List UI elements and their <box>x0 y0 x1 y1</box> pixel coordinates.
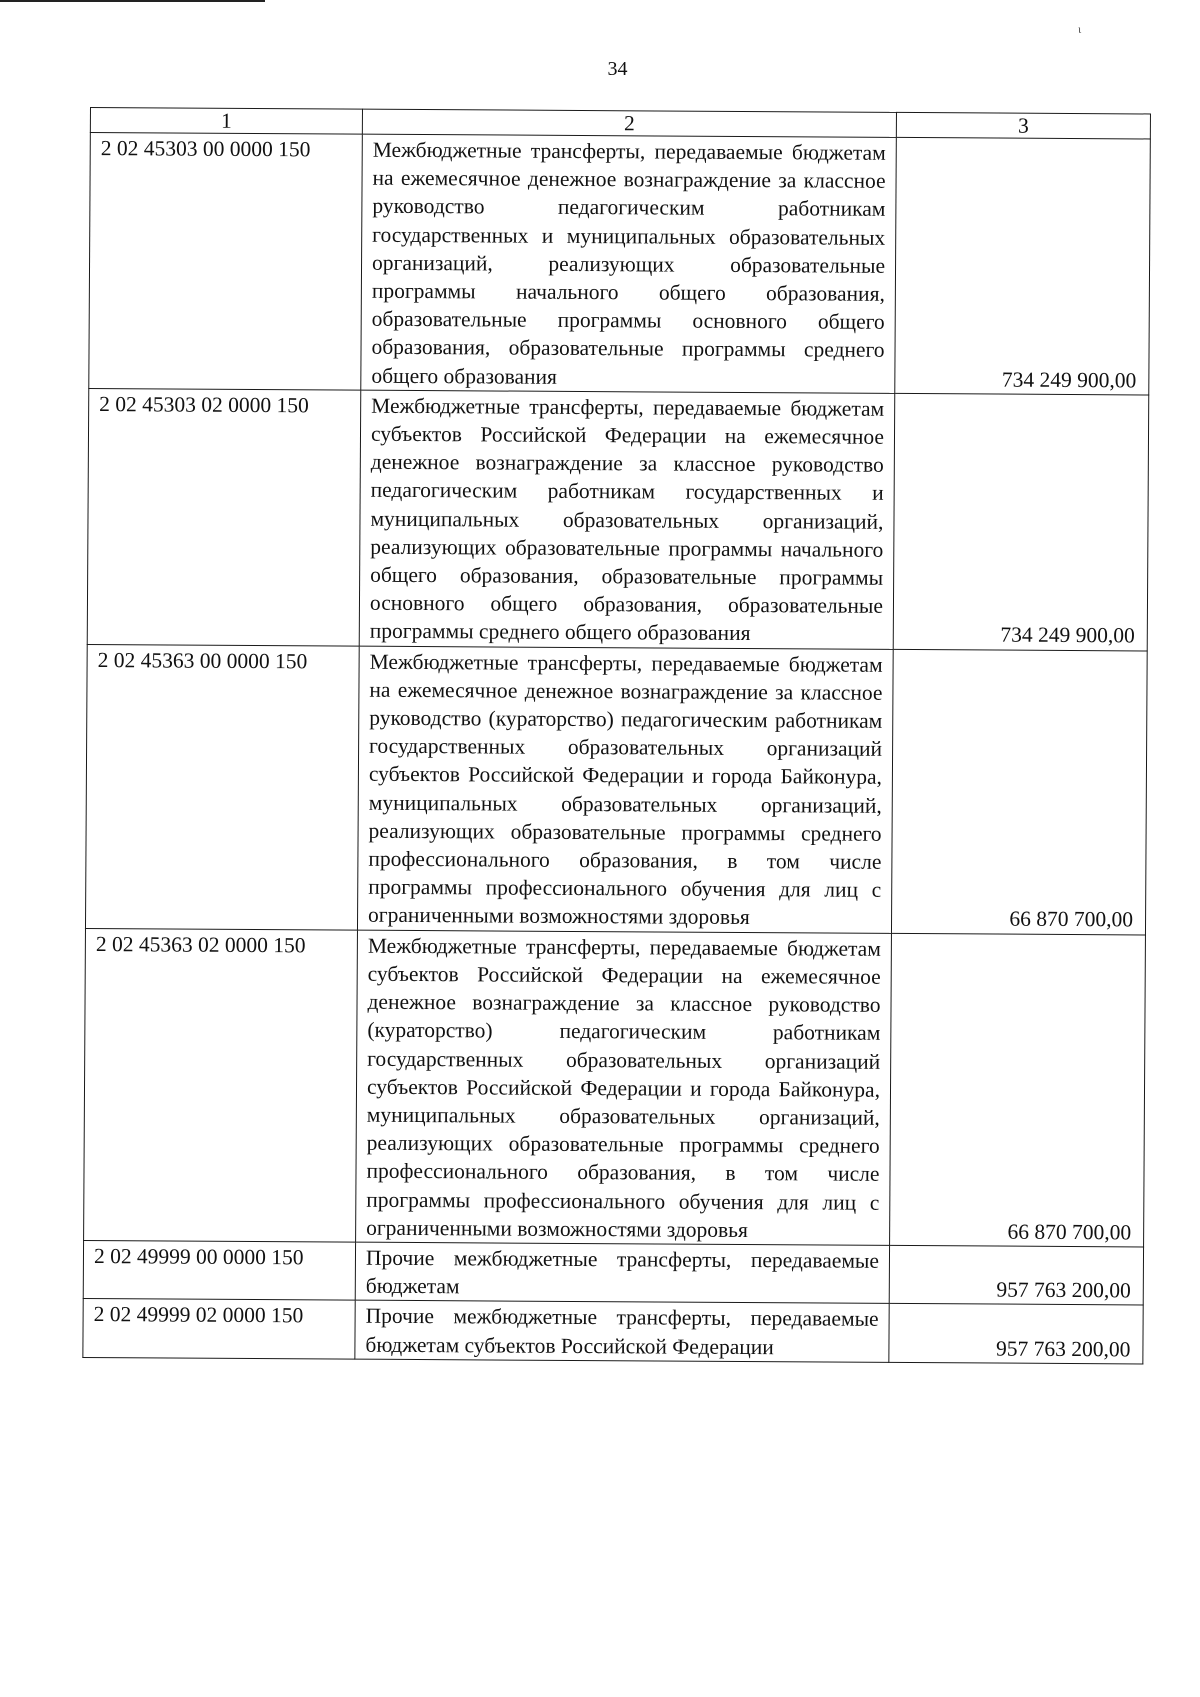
table-row <box>87 388 1149 650</box>
row-amount: 957 763 200,00 <box>889 1245 1143 1305</box>
table-row <box>83 1299 1143 1364</box>
row-description: Прочие межбюджетные трансферты, передаваемые бюджетам субъектов Российской Федерации <box>355 1300 889 1362</box>
revenue-table <box>82 107 1151 1364</box>
row-amount: 734 249 900,00 <box>893 393 1149 650</box>
row-description: Межбюджетные трансферты, передаваемые бюджетам субъектов Российской Федерации на ежемесячное денежное вознаграждение за классное руководство (кураторство) педагогическим работникам государственных образовательных организаций субъектов Российской Федерации и города Байконура, муниципальных образовательных организаций, реализующих образовательные программы среднего профессионального образования, в том числе программы профессионального обучения для лиц с ограниченными возможностями здоровья <box>356 930 892 1245</box>
row-code: 2 02 45303 02 0000 150 <box>87 388 361 645</box>
row-amount: 66 870 700,00 <box>890 933 1146 1247</box>
table-row <box>84 928 1146 1247</box>
header-cell-amount: 3 <box>896 112 1150 139</box>
row-amount: 66 870 700,00 <box>891 649 1147 935</box>
row-description: Межбюджетные трансферты, передаваемые бюджетам субъектов Российской Федерации на ежемесячное денежное вознаграждение за классное руководство педагогическим работникам государственных и муниципальных образовательных организаций, реализующих образовательные программы начального общего образования, образовательные программы основного общего образования, образовательные программы среднего общего образования <box>359 390 895 649</box>
row-code: 2 02 45363 02 0000 150 <box>84 928 358 1242</box>
row-code: 2 02 45303 00 0000 150 <box>89 133 363 390</box>
page-number: 34 <box>607 58 628 80</box>
row-description: Прочие межбюджетные трансферты, передаваемые бюджетам <box>355 1242 889 1304</box>
table-row <box>85 644 1147 935</box>
row-description: Межбюджетные трансферты, передаваемые бюджетам на ежемесячное денежное вознаграждение за классное руководство педагогическим работникам государственных и муниципальных образовательных организаций, реализующих образовательные программы начального общего образования, образовательные программы основного общего образования, образовательные программы среднего общего образования <box>361 134 897 393</box>
row-amount: 734 249 900,00 <box>895 137 1151 394</box>
table-row <box>89 133 1151 395</box>
table-row <box>83 1240 1143 1305</box>
header-cell-code: 1 <box>90 108 362 135</box>
row-code: 2 02 45363 00 0000 150 <box>85 644 359 930</box>
row-amount: 957 763 200,00 <box>889 1304 1143 1364</box>
row-description: Межбюджетные трансферты, передаваемые бюджетам на ежемесячное денежное вознаграждение за классное руководство (кураторство) педагогическим работникам государственных образовательных организаций субъектов Российской Федерации и города Байконура, муниципальных образовательных организаций, реализующих образовательные программы среднего профессионального образования, в том числе программы профессионального обучения для лиц с ограниченными возможностями здоровья <box>357 646 893 933</box>
header-cell-description: 2 <box>362 109 896 137</box>
corner-pen-mark: ι <box>1078 22 1082 36</box>
top-edge-rule <box>0 0 265 2</box>
row-code: 2 02 49999 02 0000 150 <box>83 1299 355 1359</box>
row-code: 2 02 49999 00 0000 150 <box>83 1240 355 1300</box>
